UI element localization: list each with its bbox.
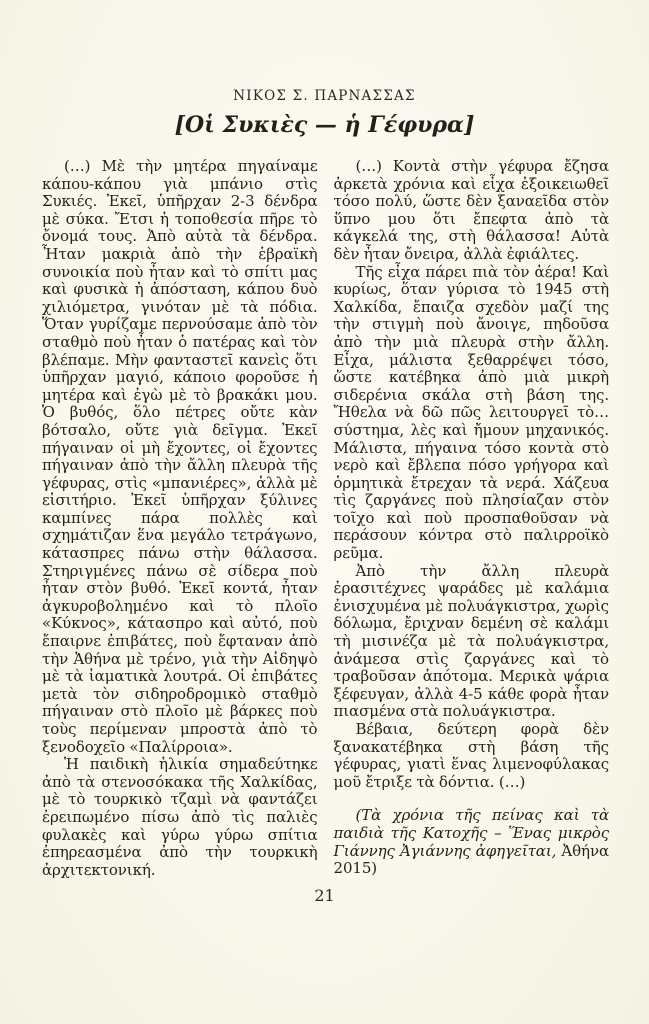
text-column-right — [334, 158, 610, 879]
paragraph: (…) Κοντὰ στὴν γέφυρα ἔζησα ἀρκετὰ χρόνια καὶ εἶχα ἐξοικειωθεῖ τόσο πολύ, ὥστε δὲν ξαναεῖδα στὸν ὕπνο μου ὅτι ἔπεφτα ἀπὸ τὰ κάγκελά της, στὴ θάλασσα! Αὐτὰ δὲν ἦταν ὄνειρα, ἀλλὰ ἐφιάλτες. — [333, 157, 609, 263]
source-citation — [334, 807, 610, 877]
article-title: [Οἱ Συκιὲς — ἡ Γέφυρα] — [174, 112, 475, 138]
text-column-left — [42, 158, 318, 879]
page-number: 21 — [314, 886, 335, 905]
citation-title: (Τὰ χρόνια τῆς πείνας καὶ τὰ παιδιὰ τῆς Κατοχῆς – Ἕνας μικρὸς Γιάννης Ἀγιάννης ἀφηγεῖται, — [333, 806, 609, 860]
paragraph: Ἀπὸ τὴν ἄλλη πλευρὰ ἐρασιτέχνες ψαράδες μὲ καλάμια ἐνισχυμένα μὲ πολυάγκιστρα, χωρὶς δόλωμα, ἔριχναν δεμένη σὲ καλάμι τὴ μισινέζα μὲ τὰ πολυάγκιστρα, ἀνάμεσα στὶς ζαργάνες καὶ τὸ τραβοῦσαν ἀπότομα. Μερικὰ ψάρια ξέφευγαν, ἀλλὰ 4-5 κάθε φορὰ ἦταν πιασμένα στὰ πολυάγκιστρα. — [333, 561, 609, 721]
author-name: ΝΙΚΟΣ Σ. ΠΑΡΝΑΣΣΑΣ — [233, 88, 416, 104]
citation-place-year: Ἀθήνα 2015) — [333, 841, 609, 878]
text-columns — [42, 158, 609, 879]
paragraph: (…) Μὲ τὴν μητέρα πηγαίναμε κάπου-κάπου γιὰ μπάνιο στὶς Συκιές. Ἐκεῖ, ὑπῆρχαν 2-3 δένδρα μὲ σύκα. Ἔτσι ἡ τοποθεσία πῆρε τὸ ὄνομά τους. Ἀπὸ αὐτὰ τὰ δένδρα. Ἦταν μακριὰ ἀπὸ τὴν ἑβραϊκὴ συνοικία ποὺ ἦταν καὶ τὸ σπίτι μας καὶ φυσικὰ ἡ ἀπόσταση, κάπου δυὸ χιλιόμετρα, γινόταν μὲ τὰ πόδια. Ὅταν γυρίζαμε περνούσαμε ἀπὸ τὸν σταθμὸ ποὺ ἦταν ὁ πατέρας καὶ τὸν βλέπαμε. Μὴν φανταστεῖ κανεὶς ὅτι ὑπῆρχαν μαγιό, κάποιο φοροῦσε ἡ μητέρα καὶ ἐγὼ μὲ τὸ βρακάκι μου. Ὁ βυθός, ὅλο πέτρες οὔτε κὰν βότσαλο, οὔτε γιὰ δεῖγμα. Ἐκεῖ πήγαιναν οἱ μὴ ἔχοντες, οἱ ἔχοντες πήγαιναν ἀπὸ τὴν ἄλλη πλευρὰ τῆς γέφυρας, στὶς «μπανιέρες», ἀλλὰ μὲ εἰσιτήριο. Ἐκεῖ ὑπῆρχαν ξύλινες καμπίνες πάρα πολλὲς καὶ σχημάτιζαν ἕνα μεγάλο τετράγωνο, κάτασπρες πάνω στὴν θάλασσα. Στηριγμένες πάνω σὲ σίδερα ποὺ ἦταν στὸν βυθό. Ἐκεῖ κοντά, ἦταν ἀγκυροβολημένο καὶ τὸ πλοῖο «Κύκνος», κάτασπρο καὶ αὐτό, ποὺ ἔπαιρνε ἐπιβάτες, ποὺ ἔφταναν ἀπὸ τὴν Ἀθήνα μὲ τρένο, γιὰ τὴν Αἰδηψὸ μὲ τὰ ἰαματικὰ λουτρά. Οἱ ἐπιβάτες μετὰ τὸν σιδηροδρομικὸ σταθμὸ πήγαιναν στὸ πλοῖο μὲ βάρκες ποὺ τοὺς περίμεναν μπροστὰ ἀπὸ τὸ ξενοδοχεῖο «Παλίρροια». — [42, 157, 318, 756]
paragraph: Ἡ παιδικὴ ἡλικία σημαδεύτηκε ἀπὸ τὰ στενοσόκακα τῆς Χαλκίδας, μὲ τὸ τουρκικὸ τζαμὶ νὰ φαντάζει ἐρειπωμένο πίσω ἀπὸ τὶς παλιὲς φυλακὲς καὶ γύρω γύρω σπίτια ἐπηρεασμένα ἀπὸ τὴν τουρκικὴ ἀρχιτεκτονική. — [42, 755, 318, 879]
paragraph: Τῆς εἶχα πάρει πιὰ τὸν ἀέρα! Καὶ κυρίως, ὅταν γύρισα τὸ 1945 στὴ Χαλκίδα, ἔπαιζα σχεδὸν μαζί της τὴν στιγμὴ ποὺ ἄνοιγε, πηδοῦσα ἀπὸ τὴν μιὰ πλευρὰ στὴν ἄλλη. Εἶχα, μάλιστα ξεθαρρέψει τόσο, ὥστε κατέβηκα ἀπὸ μιὰ μικρὴ σιδερένια σκάλα στὴ βάση της. Ἤθελα νὰ δῶ πῶς λειτουργεῖ τὸ… σύστημα, λὲς καὶ ἤμουν μηχανικός. Μάλιστα, πήγαινα τόσο κοντὰ στὸ νερὸ καὶ ἔβλεπα πόσο γρήγορα καὶ ὁρμητικὰ ἔτρεχαν τὰ νερά. Χάζευα τὶς ζαργάνες ποὺ πλησίαζαν στὸν τοῖχο καὶ ποὺ προσπαθοῦσαν νὰ περάσουν κόντρα στὸ παλιρροϊκὸ ρεῦμα. — [333, 262, 609, 563]
paragraph: Βέβαια, δεύτερη φορὰ δὲν ξανακατέβηκα στὴ βάση τῆς γέφυρας, γιατὶ ἕνας λιμενοφύλακας μοῦ ἔτριξε τὰ δόντια. (…) — [333, 720, 609, 791]
